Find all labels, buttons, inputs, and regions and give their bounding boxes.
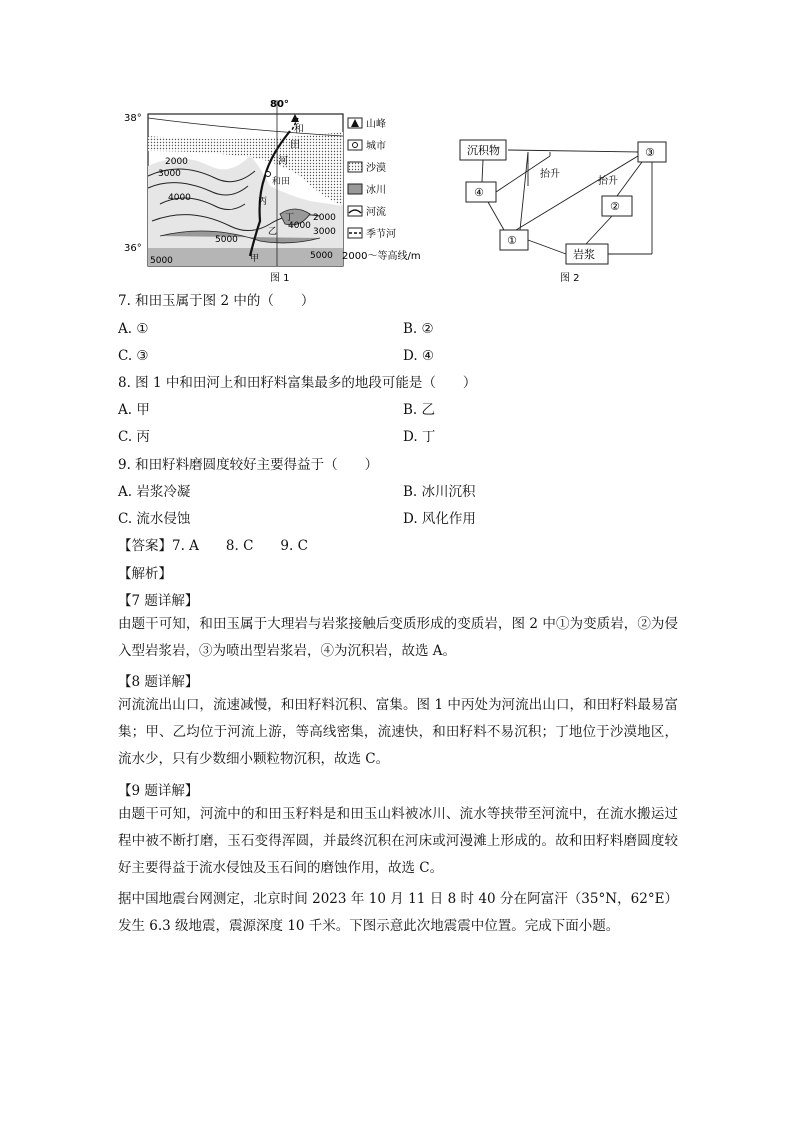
option: A. 岩浆冷凝: [118, 484, 191, 500]
box-label: ②: [610, 200, 620, 213]
contour-label: 3000: [158, 169, 181, 179]
lon-label: 80°: [270, 99, 289, 110]
figure1-legend: [342, 117, 421, 262]
question-8-stem: 8. 图 1 中和田河上和田籽料富集最多的地段可能是（ ）: [118, 375, 477, 391]
figure1-caption: 图 1: [270, 273, 290, 284]
q7-text: 由题干可知，和田玉属于大理岩与岩浆接触后变质形成的变质岩，图 2 中①为变质岩，②为侵入型岩浆岩，③为喷出型岩浆岩，④为沉积岩，故选 A。: [118, 616, 678, 659]
q7-heading: 【7 题详解】: [118, 593, 199, 609]
q9-heading: 【9 题详解】: [118, 783, 199, 799]
question-7-stem: 7. 和田玉属于图 2 中的（ ）: [118, 293, 315, 309]
option: A. 甲: [118, 402, 150, 418]
figures-svg: [120, 96, 690, 291]
contour-label: 2000: [165, 157, 188, 167]
contour-label: 4000: [288, 221, 311, 231]
legend-swatch: [348, 206, 362, 216]
option: B. 乙: [403, 402, 436, 418]
contour-label: 5000: [310, 251, 333, 261]
q8-heading: 【8 题详解】: [118, 674, 199, 690]
analysis-heading: 【解析】: [118, 566, 172, 582]
box-label: ③: [645, 146, 655, 159]
legend-label: 2000〜等高线/m: [342, 251, 421, 262]
figure2-diagram: [460, 140, 666, 284]
legend-label: 山峰: [366, 119, 386, 130]
box-label: ④: [474, 186, 484, 199]
legend-label: 沙漠: [366, 163, 386, 174]
contour-label: 4000: [168, 193, 191, 203]
legend-label: 河流: [366, 207, 386, 218]
desert-icon: [348, 162, 362, 172]
box-label: ①: [507, 234, 517, 247]
option: A. ①: [118, 321, 149, 337]
option: B. ②: [403, 321, 434, 337]
option: C. 流水侵蚀: [118, 511, 191, 527]
city-icon: [353, 143, 358, 148]
arrow-label: 抬升: [540, 169, 560, 180]
option: C. ③: [118, 348, 149, 364]
contour-label: 5000: [215, 235, 238, 245]
intro-paragraph: 据中国地震台网测定，北京时间 2023 年 10 月 11 日 8 时 40 分在阿富汗（35°N，62°E）发生 6.3 级地震，震源深度 10 千米。下图示意此次地震震中位置。完成下面小题。: [118, 891, 678, 934]
place-label: 丁: [285, 213, 295, 223]
q9-text: 由题干可知，河流中的和田玉籽料是和田玉山料被冰川、流水等挟带至河流中，在流水搬运过程中被不断打磨，玉石变得浑圆，并最终沉积在河床或河漫滩上形成的。故和田籽料磨圆度较好主要得益于流水侵蚀及玉石间的磨蚀作用，故选 C。: [118, 806, 678, 876]
box-label: 沉积物: [467, 144, 500, 157]
place-label: 丙: [258, 197, 268, 207]
glacier-icon: [348, 184, 362, 194]
figures: [120, 96, 690, 291]
lat-bottom-label: 36°: [124, 243, 142, 254]
answer-line: 【答案】7. A 8. C 9. C: [118, 538, 308, 554]
place-label: 和: [294, 124, 304, 135]
legend-label: 冰川: [366, 185, 386, 196]
arrow-label: 抬升: [598, 176, 618, 187]
lat-top-label: 38°: [124, 113, 142, 124]
figure2-caption: 图 2: [560, 273, 580, 284]
q8-text: 河流流出山口，流速减慢，和田籽料沉积、富集。图 1 中丙处为河流出山口，和田籽料最易富集；甲、乙均位于河流上游，等高线密集，流速快，和田籽料不易沉积；丁地位于沙漠地区，流水少，只有少数细小颗粒物沉积，故选 C。: [118, 697, 678, 767]
option: B. 冰川沉积: [403, 484, 476, 500]
option: D. ④: [403, 348, 435, 364]
option: D. 丁: [403, 429, 436, 445]
legend-label: 季节河: [366, 229, 396, 240]
place-label: 乙: [268, 227, 278, 237]
place-label: 甲: [250, 254, 260, 264]
option: C. 丙: [118, 429, 150, 445]
place-label: 和田: [272, 177, 291, 187]
city-marker: [266, 172, 271, 177]
option: D. 风化作用: [403, 511, 476, 527]
legend-label: 城市: [366, 141, 386, 152]
place-label: 河: [278, 156, 288, 167]
contour-label: 5000: [150, 256, 173, 266]
figure1-map: [124, 99, 343, 284]
place-label: 田: [290, 140, 300, 151]
contour-label: 3000: [313, 227, 336, 237]
question-9-stem: 9. 和田籽料磨圆度较好主要得益于（ ）: [118, 457, 379, 473]
contour-label: 2000: [313, 213, 336, 223]
box-label: 岩浆: [573, 248, 595, 261]
